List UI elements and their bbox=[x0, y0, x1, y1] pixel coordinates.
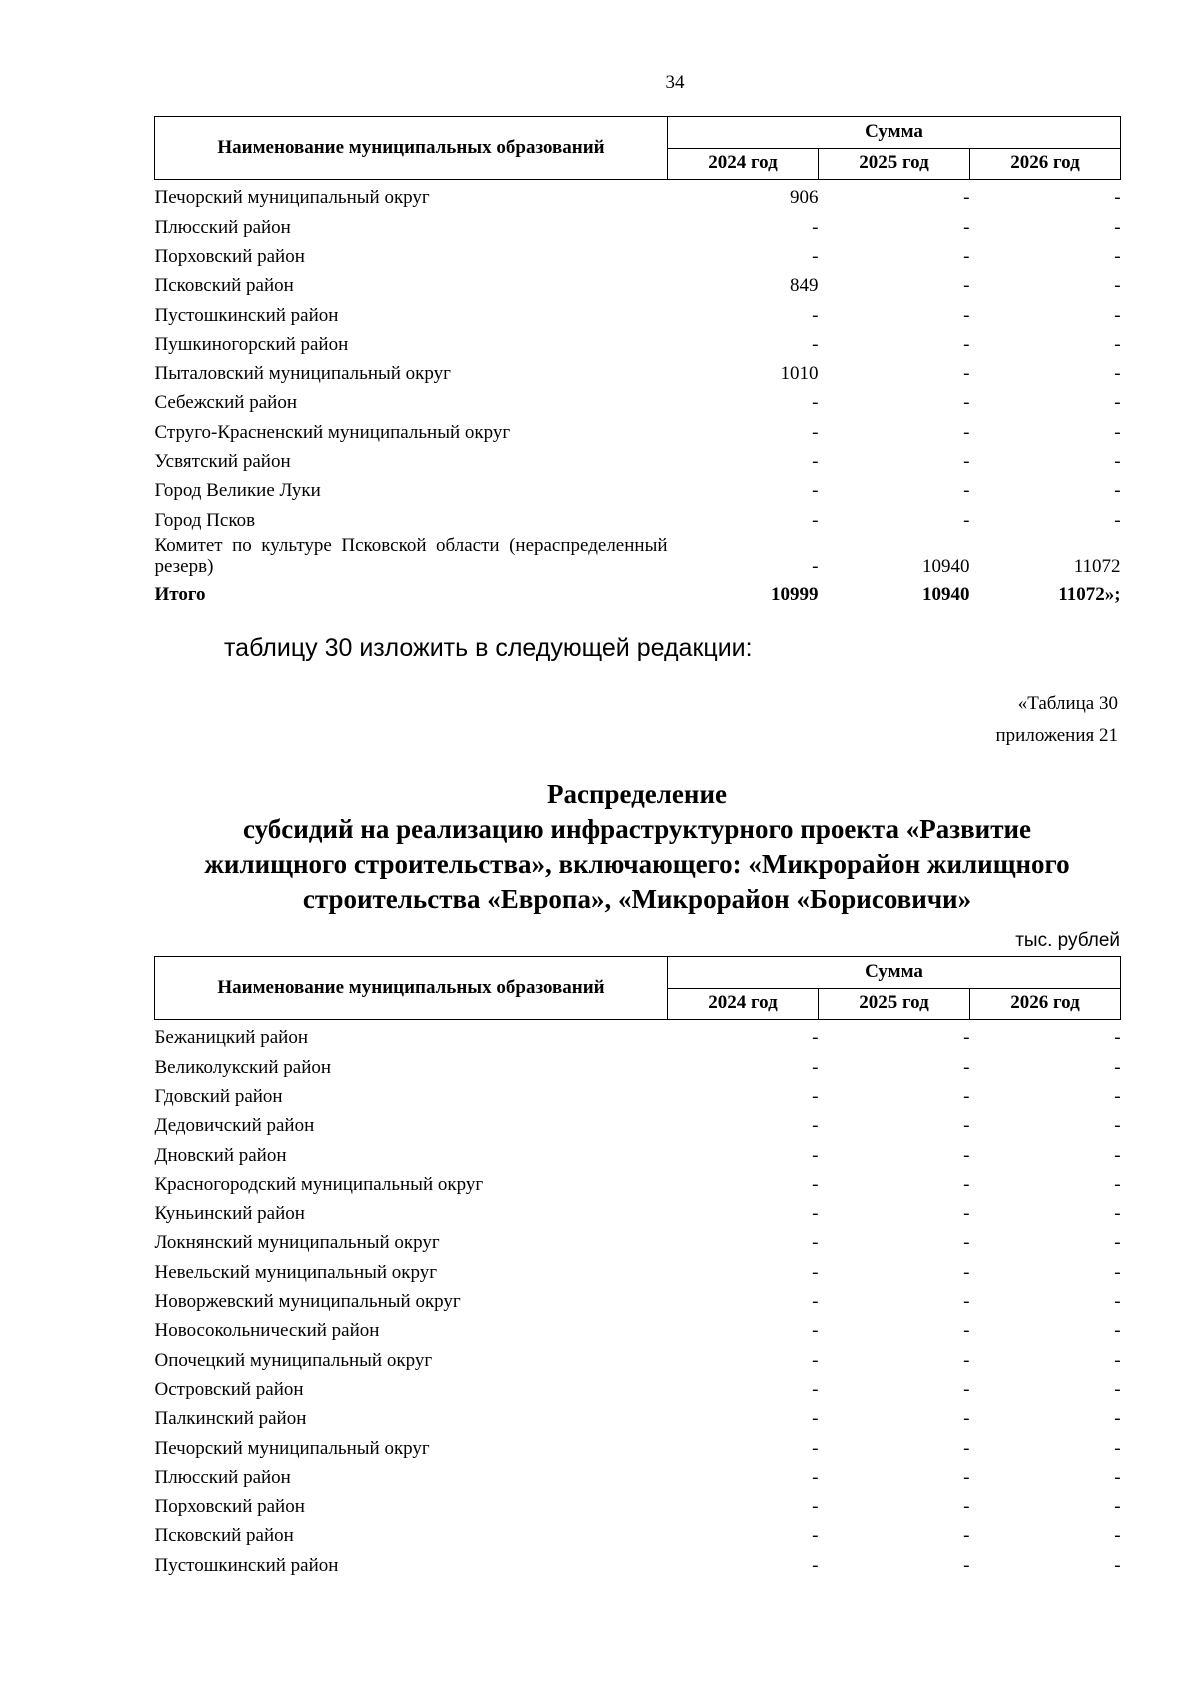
value-2026: - bbox=[1114, 451, 1121, 473]
municipality-name: Плюсский район bbox=[154, 216, 291, 238]
value-2024: - bbox=[812, 1525, 819, 1547]
municipality-name: Локнянский муниципальный округ bbox=[154, 1232, 440, 1254]
municipality-name: Новосокольнический район bbox=[154, 1320, 380, 1342]
value-2025: - bbox=[963, 275, 970, 297]
subsidy-distribution-table bbox=[154, 956, 1121, 1577]
municipality-name: Порховский район bbox=[154, 246, 305, 267]
value-2024: - bbox=[812, 1203, 819, 1225]
table-row bbox=[155, 209, 1121, 238]
value-2026: - bbox=[1114, 1466, 1121, 1488]
municipality-name: Город Псков bbox=[154, 509, 256, 531]
municipality-name: Красногородский муниципальный округ bbox=[154, 1173, 484, 1195]
value-2026: - bbox=[1114, 1115, 1121, 1137]
municipality-name: Усвятский район bbox=[154, 451, 291, 473]
table-row bbox=[155, 180, 1121, 210]
municipality-name: Новоржевский муниципальный округ bbox=[154, 1291, 461, 1313]
header-year-2024: 2024 год bbox=[668, 988, 819, 1020]
total-2025: 10940 bbox=[922, 583, 970, 605]
value-2025: - bbox=[963, 1291, 970, 1313]
table-row bbox=[155, 1225, 1121, 1254]
value-2026: - bbox=[1114, 480, 1121, 502]
value-2025: - bbox=[963, 216, 970, 238]
value-2024: - bbox=[812, 1496, 819, 1518]
table-row bbox=[155, 385, 1121, 414]
value-2026: - bbox=[1114, 421, 1121, 443]
municipality-name: Пыталовский муниципальный округ bbox=[154, 363, 451, 385]
value-2025: - bbox=[963, 363, 970, 385]
value-2025: - bbox=[963, 1086, 970, 1107]
value-2024: - bbox=[812, 1056, 819, 1078]
value-2026: - bbox=[1114, 1056, 1121, 1078]
value-2024: - bbox=[812, 1320, 819, 1342]
value-2025: - bbox=[963, 392, 970, 414]
table-row bbox=[155, 414, 1121, 443]
total-label: Итого bbox=[154, 583, 206, 605]
table-row bbox=[155, 1108, 1121, 1137]
header-year-2026: 2026 год bbox=[970, 988, 1121, 1020]
amendment-instruction: таблицу 30 изложить в следующей редакции: bbox=[224, 634, 753, 662]
table-row bbox=[155, 1020, 1121, 1050]
municipality-name: Островский район bbox=[154, 1378, 304, 1400]
value-2024: - bbox=[812, 555, 819, 577]
municipality-name: Гдовский район bbox=[154, 1086, 283, 1107]
value-2026: - bbox=[1114, 246, 1121, 267]
value-2024: - bbox=[812, 1291, 819, 1313]
value-2026: - bbox=[1114, 1408, 1121, 1430]
value-2025: - bbox=[963, 480, 970, 502]
value-2026: - bbox=[1114, 1144, 1121, 1166]
value-2026: - bbox=[1114, 1203, 1121, 1225]
header-municipality: Наименование муниципальных образований bbox=[155, 957, 668, 1020]
value-2024: - bbox=[812, 509, 819, 531]
table-row bbox=[155, 1196, 1121, 1225]
value-2024: - bbox=[812, 216, 819, 238]
value-2024: - bbox=[812, 1115, 819, 1137]
value-2025: - bbox=[963, 451, 970, 473]
value-2026: - bbox=[1114, 1378, 1121, 1400]
value-2025: - bbox=[963, 1232, 970, 1254]
table-reference bbox=[996, 688, 1118, 752]
value-2025: - bbox=[963, 509, 970, 531]
municipality-name: Порховский район bbox=[154, 1496, 305, 1518]
header-year-2025: 2025 год bbox=[819, 148, 970, 180]
value-2025: - bbox=[963, 1056, 970, 1078]
subsidy-table-continued bbox=[154, 116, 1121, 606]
value-2026: - bbox=[1114, 1349, 1121, 1371]
value-2026: - bbox=[1114, 187, 1121, 209]
value-2025: - bbox=[963, 1408, 970, 1430]
value-2024: - bbox=[812, 1261, 819, 1283]
header-sum: Сумма bbox=[668, 957, 1121, 989]
value-2025: - bbox=[963, 1115, 970, 1137]
value-2025: - bbox=[963, 333, 970, 355]
value-2025: - bbox=[963, 1173, 970, 1195]
value-2026: - bbox=[1114, 509, 1121, 531]
table-row bbox=[155, 1254, 1121, 1283]
municipality-name: Пустошкинский район bbox=[154, 1554, 339, 1576]
header-year-2026: 2026 год bbox=[970, 148, 1121, 180]
header-year-2024: 2024 год bbox=[668, 148, 819, 180]
value-2026: - bbox=[1114, 275, 1121, 297]
table-row bbox=[155, 356, 1121, 385]
table-row bbox=[155, 444, 1121, 473]
municipality-name: Плюсский район bbox=[154, 1466, 291, 1488]
value-2026: - bbox=[1114, 333, 1121, 355]
municipality-name: Печорский муниципальный округ bbox=[154, 1437, 430, 1459]
value-2026: - bbox=[1114, 1173, 1121, 1195]
value-2025: - bbox=[963, 246, 970, 267]
value-2024: - bbox=[812, 1232, 819, 1254]
value-2026: - bbox=[1114, 1261, 1121, 1283]
value-2025: - bbox=[963, 1554, 970, 1576]
municipality-name: Комитет по культуре Псковской области (нераспределенный резерв) bbox=[154, 534, 668, 577]
title-line-3: жилищного строительства», включающего: «Микрорайон жилищного bbox=[204, 849, 1070, 879]
value-2026: - bbox=[1114, 1232, 1121, 1254]
municipality-name: Себежский район bbox=[154, 392, 297, 414]
value-2025: - bbox=[963, 1203, 970, 1225]
value-2026: 11072 bbox=[1073, 555, 1121, 577]
value-2024: - bbox=[812, 1554, 819, 1576]
header-year-2025: 2025 год bbox=[819, 988, 970, 1020]
value-2025: - bbox=[963, 1144, 970, 1166]
municipality-name: Опочецкий муниципальный округ bbox=[154, 1349, 433, 1371]
value-2024: - bbox=[812, 1437, 819, 1459]
table-row bbox=[155, 297, 1121, 326]
value-2025: - bbox=[963, 1466, 970, 1488]
value-2026: - bbox=[1114, 363, 1121, 385]
value-2024: - bbox=[812, 333, 819, 355]
value-2024: - bbox=[812, 1349, 819, 1371]
value-2025: - bbox=[963, 1261, 970, 1283]
header-sum: Сумма bbox=[668, 117, 1121, 149]
value-2024: - bbox=[812, 304, 819, 326]
value-2025: - bbox=[963, 304, 970, 326]
value-2024: - bbox=[812, 392, 819, 414]
municipality-name: Струго-Красненский муниципальный округ bbox=[154, 421, 511, 443]
municipality-name: Невельский муниципальный округ bbox=[154, 1261, 438, 1283]
table-row bbox=[155, 1401, 1121, 1430]
title-line-4: строительства «Европа», «Микрорайон «Борисовичи» bbox=[302, 884, 972, 914]
table-row bbox=[155, 1459, 1121, 1488]
table-row bbox=[155, 473, 1121, 502]
value-2026: - bbox=[1114, 1437, 1121, 1459]
municipality-name: Палкинский район bbox=[154, 1408, 307, 1430]
municipality-name: Дновский район bbox=[154, 1144, 287, 1166]
table-reference-line-2: приложения 21 bbox=[995, 725, 1118, 746]
table-row bbox=[155, 1372, 1121, 1401]
municipality-name: Печорский муниципальный округ bbox=[154, 187, 430, 209]
document-title bbox=[154, 777, 1120, 917]
value-2026: - bbox=[1114, 392, 1121, 414]
value-2024: - bbox=[812, 1144, 819, 1166]
municipality-name: Пушкиногорский район bbox=[154, 333, 349, 355]
municipality-name: Город Великие Луки bbox=[154, 480, 321, 502]
value-2026: - bbox=[1114, 304, 1121, 326]
table-row bbox=[155, 1430, 1121, 1459]
value-2026: - bbox=[1114, 1320, 1121, 1342]
table-row bbox=[155, 1137, 1121, 1166]
value-2024: - bbox=[812, 480, 819, 502]
value-2025: - bbox=[963, 1320, 970, 1342]
value-2025: - bbox=[963, 1349, 970, 1371]
value-2024: 849 bbox=[790, 275, 819, 297]
value-2024: - bbox=[812, 246, 819, 267]
title-line-2: субсидий на реализацию инфраструктурного проекта «Развитие bbox=[242, 814, 1032, 844]
table-row bbox=[155, 268, 1121, 297]
municipality-name: Великолукский район bbox=[154, 1056, 332, 1078]
value-2024: - bbox=[812, 1466, 819, 1488]
municipality-name: Бежаницкий район bbox=[154, 1027, 308, 1049]
table-row bbox=[155, 1489, 1121, 1518]
value-2025: - bbox=[963, 1378, 970, 1400]
value-2025: - bbox=[963, 187, 970, 209]
value-2024: - bbox=[812, 1378, 819, 1400]
page-number: 34 bbox=[665, 72, 685, 93]
value-2024: - bbox=[812, 1086, 819, 1107]
table-row bbox=[155, 1079, 1121, 1108]
table-row bbox=[155, 1284, 1121, 1313]
value-2026: - bbox=[1114, 216, 1121, 238]
table-row bbox=[155, 532, 1121, 578]
value-2026: - bbox=[1114, 1496, 1121, 1518]
total-2026: 11072»; bbox=[1058, 583, 1121, 605]
table-row bbox=[155, 326, 1121, 355]
value-2026: - bbox=[1114, 1086, 1121, 1107]
value-2025: - bbox=[963, 1525, 970, 1547]
value-2024: - bbox=[812, 451, 819, 473]
total-2024: 10999 bbox=[771, 583, 819, 605]
table-row bbox=[155, 1166, 1121, 1195]
municipality-name: Пустошкинский район bbox=[154, 304, 339, 326]
value-2024: 906 bbox=[790, 187, 819, 209]
value-2024: - bbox=[812, 1408, 819, 1430]
value-2025: - bbox=[963, 1496, 970, 1518]
table-row bbox=[155, 239, 1121, 268]
table-row bbox=[155, 1518, 1121, 1547]
header-municipality: Наименование муниципальных образований bbox=[155, 117, 668, 180]
table-row bbox=[155, 502, 1121, 531]
value-2025: - bbox=[963, 421, 970, 443]
value-2024: - bbox=[812, 1173, 819, 1195]
value-2026: - bbox=[1114, 1554, 1121, 1576]
value-2025: - bbox=[963, 1027, 970, 1049]
municipality-name: Дедовичский район bbox=[154, 1115, 315, 1137]
value-2024: 1010 bbox=[780, 363, 819, 385]
title-line-1: Распределение bbox=[546, 779, 728, 809]
table-row bbox=[155, 1342, 1121, 1371]
total-row bbox=[155, 578, 1121, 606]
value-2025: 10940 bbox=[922, 555, 970, 577]
municipality-name: Куньинский район bbox=[154, 1203, 305, 1225]
value-2026: - bbox=[1114, 1291, 1121, 1313]
municipality-name: Псковский район bbox=[154, 275, 294, 297]
table-row bbox=[155, 1313, 1121, 1342]
table-row bbox=[155, 1547, 1121, 1576]
value-2024: - bbox=[812, 1027, 819, 1049]
value-2026: - bbox=[1114, 1027, 1121, 1049]
value-2024: - bbox=[812, 421, 819, 443]
table-row bbox=[155, 1049, 1121, 1078]
table-reference-line-1: «Таблица 30 bbox=[1017, 693, 1118, 714]
unit-label: тыс. рублей bbox=[1015, 930, 1120, 951]
value-2026: - bbox=[1114, 1525, 1121, 1547]
value-2025: - bbox=[963, 1437, 970, 1459]
municipality-name: Псковский район bbox=[154, 1525, 294, 1547]
